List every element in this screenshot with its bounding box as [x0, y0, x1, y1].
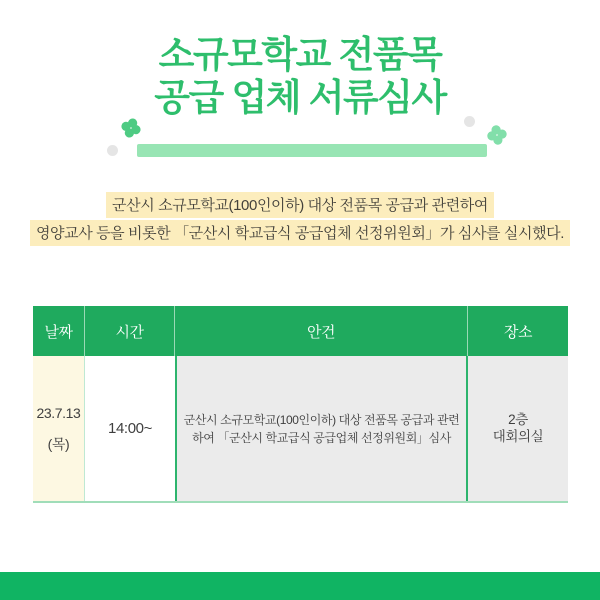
table-header-row [33, 306, 568, 356]
page-title [0, 34, 600, 120]
place-line-2: 대회의실 [492, 428, 544, 444]
page-title-line-1: 소규모학교 전품목 [158, 34, 442, 75]
date-weekday: (목) [47, 435, 70, 452]
table-header-place: 장소 [468, 306, 568, 356]
agenda-line-1: 군산시 소규모학교(100인이하) 대상 전품목 공급과 관련 [183, 412, 460, 427]
date-value: 23.7.13 [36, 405, 81, 422]
table-header-agenda: 안건 [175, 306, 468, 356]
dot-icon [107, 145, 118, 156]
dot-icon [464, 116, 475, 127]
clover-icon [485, 123, 508, 146]
table-header-date: 날짜 [33, 306, 85, 356]
intro-line-1 [0, 192, 600, 218]
intro-highlight-text: 군산시 소규모학교(100인이하) 대상 전품목 공급과 관련하여 [106, 192, 494, 218]
time-value: 14:00~ [108, 420, 152, 437]
table-cell-date [33, 356, 85, 501]
place-line-1: 2층 [508, 412, 528, 428]
agenda-line-2: 하여 「군산시 학교급식 공급업체 선정위원회」심사 [192, 430, 451, 445]
intro-highlight-text: 영양교사 등을 비롯한 「군산시 학교급식 공급업체 선정위원회」가 심사를 실시했다. [30, 220, 570, 246]
table-cell-place [468, 356, 568, 501]
page-title-line-2: 공급 업체 서류심사 [154, 76, 446, 118]
intro-paragraph [0, 192, 600, 248]
table-cell-agenda [175, 356, 468, 501]
schedule-table [33, 306, 568, 503]
bottom-accent-bar [0, 572, 600, 600]
intro-line-2 [0, 220, 600, 246]
table-row [33, 356, 568, 501]
table-header-time: 시간 [85, 306, 175, 356]
title-underline-bar [137, 144, 487, 157]
table-cell-time [85, 356, 175, 501]
